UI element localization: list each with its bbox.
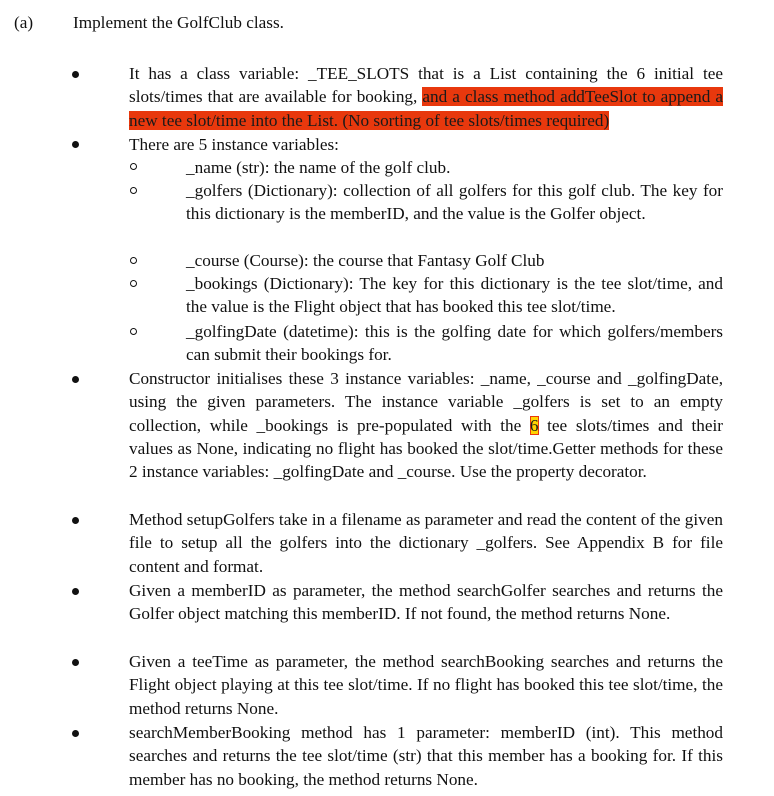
- instance-var-item: _golfers (Dictionary): collection of all golfers for this golf club. The key for this dictionary is the memberID, and the value is the Golfer object.: [186, 181, 723, 224]
- instance-var-item: _course (Course): the course that Fantasy Golf Club: [186, 251, 545, 270]
- bullet-marker: [72, 730, 79, 737]
- class-variable-paragraph: [129, 62, 723, 132]
- bullet-marker: [72, 141, 79, 148]
- instance-var-item: _bookings (Dictionary): The key for this dictionary is the tee slot/time, and the value is the Flight object that has booked this tee slot/time.: [186, 274, 723, 317]
- sub-bullet-marker: [130, 257, 137, 264]
- instance-intro: There are 5 instance variables:: [129, 135, 339, 154]
- bullet-marker: [72, 376, 79, 383]
- class-variable-text: It has a class variable: _TEE_SLOTS that is a List containing the 6 initial tee slots/times that are available for booking,: [129, 64, 723, 107]
- bullet-marker: [72, 588, 79, 595]
- search-golfer-paragraph: Given a memberID as parameter, the method searchGolfer searches and returns the Golfer object matching this memberID. If not found, the method returns None.: [129, 581, 723, 624]
- instance-var-item: _golfingDate (datetime): this is the golfing date for which golfers/members can submit their bookings for.: [186, 322, 723, 365]
- constructor-text: Constructor initialises these 3 instance variables: _name, _course and _golfingDate, using the given parameters. The instance variable _golfers is set to an empty collection, while _bookings is pre-populated with the: [129, 369, 723, 435]
- highlighted-text: and a class method addTeeSlot to append a new tee slot/time into the List. (No sorting of tee slots/times required): [129, 87, 723, 130]
- sub-bullet-marker: [130, 187, 137, 194]
- search-booking-paragraph: Given a teeTime as parameter, the method searchBooking searches and returns the Flight object playing at this tee slot/time. If no flight has booked this tee slot/time, the method returns None.: [129, 652, 723, 718]
- setup-golfers-paragraph: Method setupGolfers take in a filename as parameter and read the content of the given file to setup all the golfers into the dictionary _golfers. See Appendix B for file content and format.: [129, 510, 723, 576]
- part-label: (a): [14, 13, 34, 32]
- constructor-text: tee slots/times and their values as None, indicating no flight has booked the slot/time.Getter methods for these 2 instance variables: _golfingDate and _course. Use the property decorator.: [129, 415, 723, 482]
- instance-var-item: _name (str): the name of the golf club.: [186, 158, 451, 177]
- part-heading: Implement the GolfClub class.: [73, 13, 284, 32]
- bullet-marker: [72, 71, 79, 78]
- bullet-marker: [72, 659, 79, 666]
- highlighted-text: 6: [529, 415, 539, 435]
- sub-bullet-marker: [130, 163, 137, 170]
- constructor-paragraph: [129, 367, 723, 483]
- sub-bullet-marker: [130, 280, 137, 287]
- bullet-marker: [72, 517, 79, 524]
- sub-bullet-marker: [130, 328, 137, 335]
- search-member-booking-paragraph: searchMemberBooking method has 1 parameter: memberID (int). This method searches and returns the tee slot/time (str) that this member has a booking for. If this member has no booking, the method returns None.: [129, 723, 723, 789]
